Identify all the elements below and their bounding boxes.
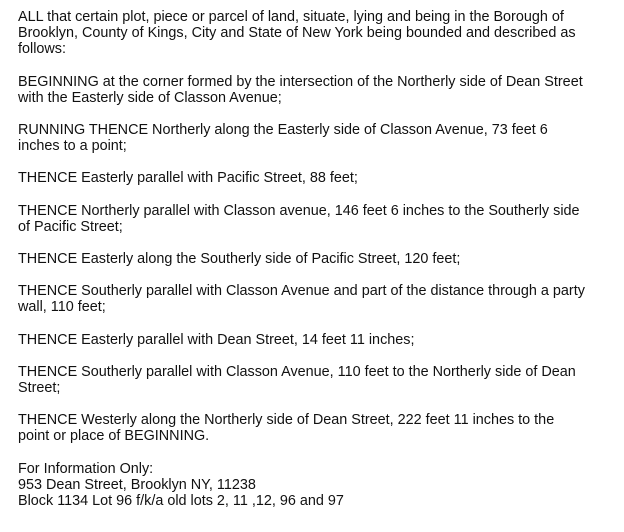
text-line: THENCE Easterly along the Southerly side of Pacific Street, 120 feet;	[18, 251, 461, 268]
text-line: follows:	[18, 41, 66, 58]
paragraph-thence-3	[18, 251, 608, 267]
paragraph-thence-5	[18, 332, 608, 348]
paragraph-running-thence	[18, 122, 608, 154]
text-line: with the Easterly side of Classon Avenue;	[18, 89, 282, 106]
legal-description-document	[18, 9, 608, 509]
text-line: BEGINNING at the corner formed by the intersection of the Northerly side of Dean Street	[18, 73, 583, 90]
text-line: THENCE Westerly along the Northerly side of Dean Street, 222 feet 11 inches to the	[18, 412, 555, 429]
block-lot-line: Block 1134 Lot 96 f/k/a old lots 2, 11 ,12, 96 and 97	[18, 493, 344, 510]
text-line: inches to a point;	[18, 138, 127, 155]
paragraph-thence-1	[18, 170, 608, 186]
paragraph-thence-7	[18, 412, 608, 444]
text-line: wall, 110 feet;	[18, 299, 106, 316]
text-line: ALL that certain plot, piece or parcel of land, situate, lying and being in the Borough of	[18, 9, 564, 25]
text-line: THENCE Easterly parallel with Dean Street, 14 feet 11 inches;	[18, 331, 415, 348]
text-line: RUNNING THENCE Northerly along the Easterly side of Classon Avenue, 73 feet 6	[18, 122, 548, 139]
text-line: THENCE Northerly parallel with Classon avenue, 146 feet 6 inches to the Southerly side	[18, 202, 580, 219]
paragraph-intro	[18, 9, 608, 58]
text-line: Brooklyn, County of Kings, City and State of New York being bounded and described as	[18, 25, 576, 42]
address-line: 953 Dean Street, Brooklyn NY, 11238	[18, 476, 256, 493]
text-line: point or place of BEGINNING.	[18, 428, 210, 445]
text-line: THENCE Southerly parallel with Classon Avenue and part of the distance through a party	[18, 283, 585, 300]
paragraph-beginning	[18, 74, 608, 106]
paragraph-thence-6	[18, 364, 608, 396]
text-line: THENCE Southerly parallel with Classon Avenue, 110 feet to the Northerly side of Dean	[18, 363, 576, 380]
paragraph-information	[18, 461, 608, 510]
text-line: THENCE Easterly parallel with Pacific Street, 88 feet;	[18, 170, 358, 187]
text-line: Street;	[18, 380, 61, 397]
paragraph-thence-4	[18, 283, 608, 315]
text-line: of Pacific Street;	[18, 218, 123, 235]
paragraph-thence-2	[18, 203, 608, 235]
text-line: For Information Only:	[18, 460, 154, 477]
